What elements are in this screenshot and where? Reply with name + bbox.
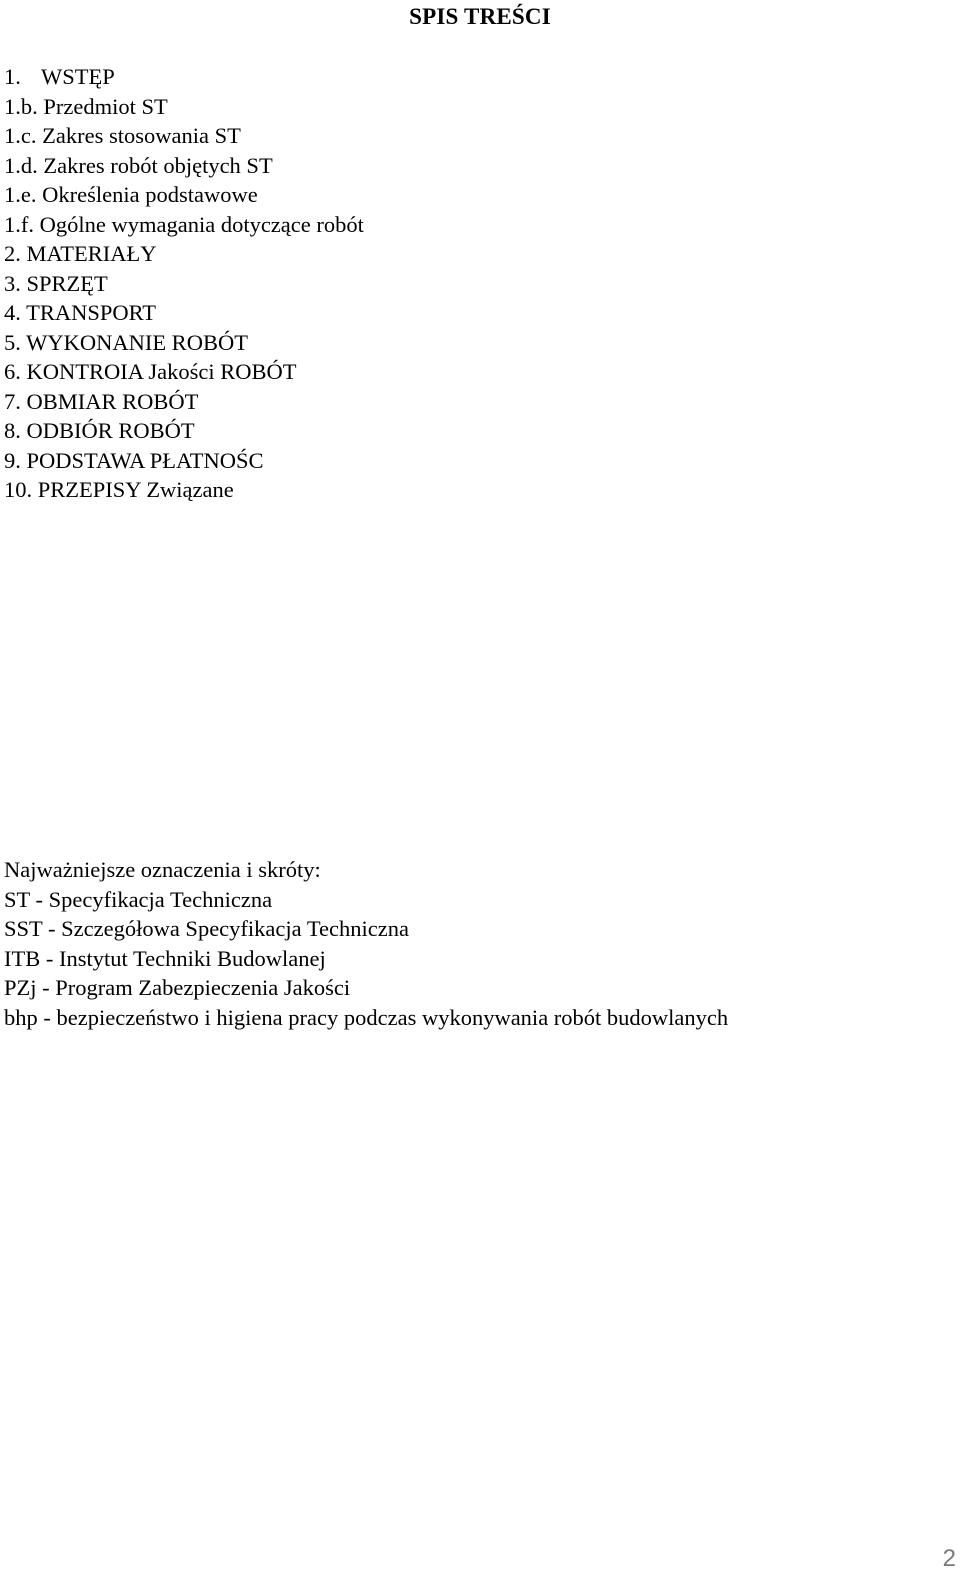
toc-item-number: 1.b.	[4, 93, 38, 119]
toc-item-number: 7.	[4, 388, 21, 414]
toc-item	[4, 180, 364, 210]
abbreviations-heading: Najważniejsze oznaczenia i skróty:	[4, 857, 321, 882]
toc-item-label: TRANSPORT	[26, 300, 157, 325]
toc-item	[4, 121, 364, 151]
toc-item-label: Przedmiot ST	[43, 93, 168, 119]
toc-item	[4, 210, 364, 240]
toc-item-label: WSTĘP	[41, 64, 115, 89]
abbreviation-item: ITB - Instytut Techniki Budowlanej	[4, 945, 326, 971]
toc-item-label: Określenia podstawowe	[42, 182, 258, 207]
toc-item-number: 6.	[4, 359, 21, 384]
toc-item-label: PRZEPISY Związane	[37, 477, 234, 502]
toc-item	[4, 269, 364, 299]
toc-item-label: WYKONANIE ROBÓT	[26, 329, 248, 355]
toc-item	[4, 239, 364, 269]
toc-item-label: Zakres robót objętych ST	[43, 152, 273, 178]
toc-item	[4, 475, 364, 505]
abbreviation-item: SST - Szczegółowa Specyfikacja Techniczna	[4, 916, 409, 941]
toc-item-number: 2.	[4, 241, 21, 266]
toc-item-label: ODBIÓR ROBÓT	[26, 418, 195, 443]
toc-item	[4, 328, 364, 358]
toc-item-number: 1.e.	[4, 182, 37, 207]
toc-item-number: 3.	[4, 270, 21, 296]
toc-item-label: PODSTAWA PŁATNOŚC	[26, 447, 264, 473]
toc-item-number: 1.d.	[4, 152, 38, 178]
toc-item	[4, 62, 364, 92]
abbreviation-item: bhp - bezpieczeństwo i higiena pracy podczas wykonywania robót budowlanych	[4, 1004, 729, 1030]
page-title: SPIS TREŚCI	[409, 4, 551, 29]
toc-item	[4, 357, 364, 387]
toc-item-number: 8.	[4, 418, 21, 443]
toc-item	[4, 92, 364, 122]
toc-item-number: 1.c.	[4, 123, 37, 148]
toc-item-number: 1.	[4, 64, 21, 89]
toc-item-label: Ogólne wymagania dotyczące robót	[39, 211, 364, 237]
toc-item	[4, 387, 364, 417]
toc-item-number: 1.f.	[4, 211, 34, 237]
toc-item-label: SPRZĘT	[26, 270, 108, 296]
toc-item-number: 10.	[4, 477, 33, 502]
toc-item-label: OBMIAR ROBÓT	[26, 388, 199, 414]
toc-item	[4, 151, 364, 181]
toc-item	[4, 298, 364, 328]
abbreviations-section	[4, 855, 728, 1032]
toc-item	[4, 416, 364, 446]
toc-item	[4, 446, 364, 476]
table-of-contents	[4, 62, 364, 505]
toc-item-number: 4.	[4, 300, 21, 325]
page-number: 2	[942, 1545, 956, 1572]
toc-item-label: KONTROIA Jakości ROBÓT	[26, 359, 297, 384]
toc-item-number: 5.	[4, 329, 21, 355]
toc-item-label: Zakres stosowania ST	[42, 123, 241, 148]
toc-item-label: MATERIAŁY	[26, 241, 157, 266]
abbreviation-item: ST - Specyfikacja Techniczna	[4, 886, 273, 912]
abbreviation-item: PZj - Program Zabezpieczenia Jakości	[4, 975, 351, 1000]
toc-item-number: 9.	[4, 447, 21, 473]
